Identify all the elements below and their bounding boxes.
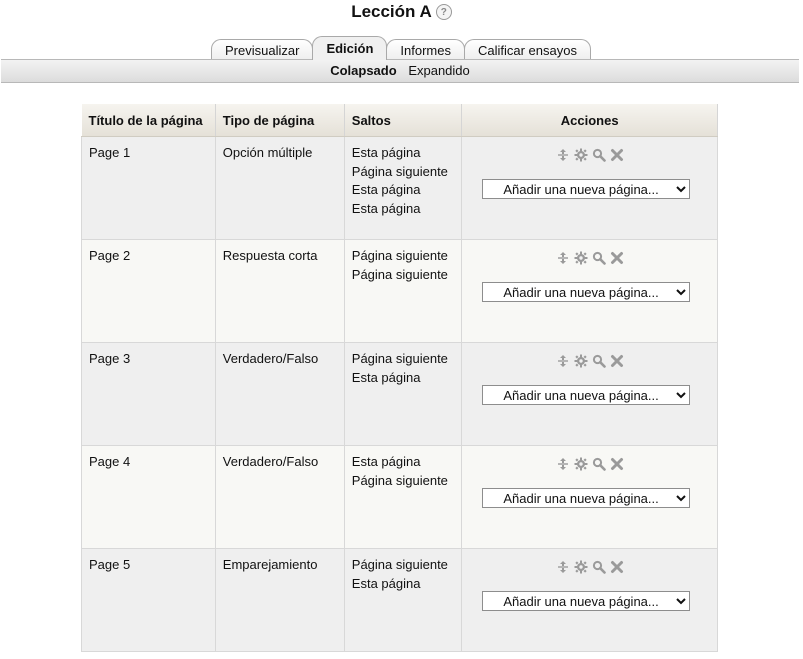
settings-gear-icon[interactable] [574, 560, 588, 574]
jump-label: Página siguiente [351, 472, 448, 488]
tab-previsualizar[interactable]: Previsualizar [211, 39, 313, 60]
tab-calificar-ensayos[interactable]: Calificar ensayos [464, 39, 591, 60]
page-title-cell: Page 2 [82, 240, 216, 343]
page-jumps-cell [344, 240, 462, 343]
settings-gear-icon[interactable] [574, 251, 588, 265]
action-icons [469, 248, 711, 266]
jump-label: Esta página [351, 182, 421, 197]
delete-x-icon[interactable] [610, 354, 624, 368]
table-header-row [82, 104, 718, 137]
column-header-title: Título de la página [82, 104, 216, 137]
jump-label: Esta página [351, 454, 421, 469]
page-type-cell: Verdadero/Falso [215, 446, 344, 549]
preview-magnifier-icon[interactable] [592, 354, 606, 368]
page-actions-cell [462, 343, 718, 446]
jump-label: Página siguiente [351, 351, 448, 366]
add-new-page-select[interactable] [482, 488, 690, 508]
add-page-select-wrap [482, 282, 711, 302]
move-icon[interactable] [556, 560, 570, 574]
table-row [82, 343, 718, 446]
lesson-pages-table [81, 104, 718, 652]
action-icons [469, 557, 711, 575]
table-row [82, 137, 718, 240]
table-body [82, 137, 718, 652]
help-icon[interactable]: ? [436, 4, 452, 20]
page-title-cell: Page 4 [82, 446, 216, 549]
add-page-select-wrap [482, 179, 711, 199]
settings-gear-icon[interactable] [574, 457, 588, 471]
add-new-page-select[interactable] [482, 385, 690, 405]
page-type-cell: Emparejamiento [215, 549, 344, 652]
add-new-page-select[interactable] [482, 282, 690, 302]
action-icons [469, 454, 711, 472]
delete-x-icon[interactable] [610, 251, 624, 265]
page-title-cell: Page 5 [82, 549, 216, 652]
preview-magnifier-icon[interactable] [592, 251, 606, 265]
action-icons [469, 145, 711, 163]
page-jumps-cell [344, 549, 462, 652]
page-actions-cell [462, 446, 718, 549]
column-header-jumps: Saltos [344, 104, 462, 137]
page-title-cell: Page 3 [82, 343, 216, 446]
move-icon[interactable] [556, 457, 570, 471]
page-actions-cell [462, 549, 718, 652]
add-page-select-wrap [482, 385, 711, 405]
table-row [82, 446, 718, 549]
add-new-page-select[interactable] [482, 179, 690, 199]
jump-label: Página siguiente [351, 266, 448, 282]
jump-label: Página siguiente [351, 557, 448, 572]
page-type-cell: Verdadero/Falso [215, 343, 344, 446]
jump-label: Página siguiente [351, 163, 448, 179]
page-jumps-cell [344, 343, 462, 446]
move-icon[interactable] [556, 251, 570, 265]
column-header-actions: Acciones [462, 104, 718, 137]
delete-x-icon[interactable] [610, 148, 624, 162]
settings-gear-icon[interactable] [574, 148, 588, 162]
preview-magnifier-icon[interactable] [592, 457, 606, 471]
title-wrap [351, 2, 452, 22]
page-actions-cell [462, 240, 718, 343]
page-type-cell: Opción múltiple [215, 137, 344, 240]
subtab-colapsado[interactable]: Colapsado [330, 63, 397, 78]
delete-x-icon[interactable] [610, 560, 624, 574]
move-icon[interactable] [556, 148, 570, 162]
jump-label: Página siguiente [351, 248, 448, 263]
jump-label: Esta página [351, 145, 421, 160]
page-type-cell: Respuesta corta [215, 240, 344, 343]
page-actions-cell [462, 137, 718, 240]
preview-magnifier-icon[interactable] [592, 560, 606, 574]
page-title-cell: Page 1 [82, 137, 216, 240]
table-row [82, 549, 718, 652]
action-icons [469, 351, 711, 369]
subtab-expandido[interactable]: Expandido [408, 63, 470, 78]
tab-edicion[interactable]: Edición [312, 36, 387, 60]
add-page-select-wrap [482, 591, 711, 611]
jump-label: Esta página [351, 200, 421, 216]
tab-informes[interactable]: Informes [386, 39, 465, 60]
add-page-select-wrap [482, 488, 711, 508]
subtab-bar [1, 59, 799, 83]
table-row [82, 240, 718, 343]
jump-label: Esta página [351, 575, 421, 591]
preview-magnifier-icon[interactable] [592, 148, 606, 162]
page-jumps-cell [344, 446, 462, 549]
page-jumps-cell [344, 137, 462, 240]
move-icon[interactable] [556, 354, 570, 368]
title-row [0, 2, 803, 26]
delete-x-icon[interactable] [610, 457, 624, 471]
settings-gear-icon[interactable] [574, 354, 588, 368]
column-header-type: Tipo de página [215, 104, 344, 137]
page-title: Lección A [351, 2, 432, 21]
jump-label: Esta página [351, 369, 421, 385]
tab-bar [0, 36, 803, 60]
add-new-page-select[interactable] [482, 591, 690, 611]
